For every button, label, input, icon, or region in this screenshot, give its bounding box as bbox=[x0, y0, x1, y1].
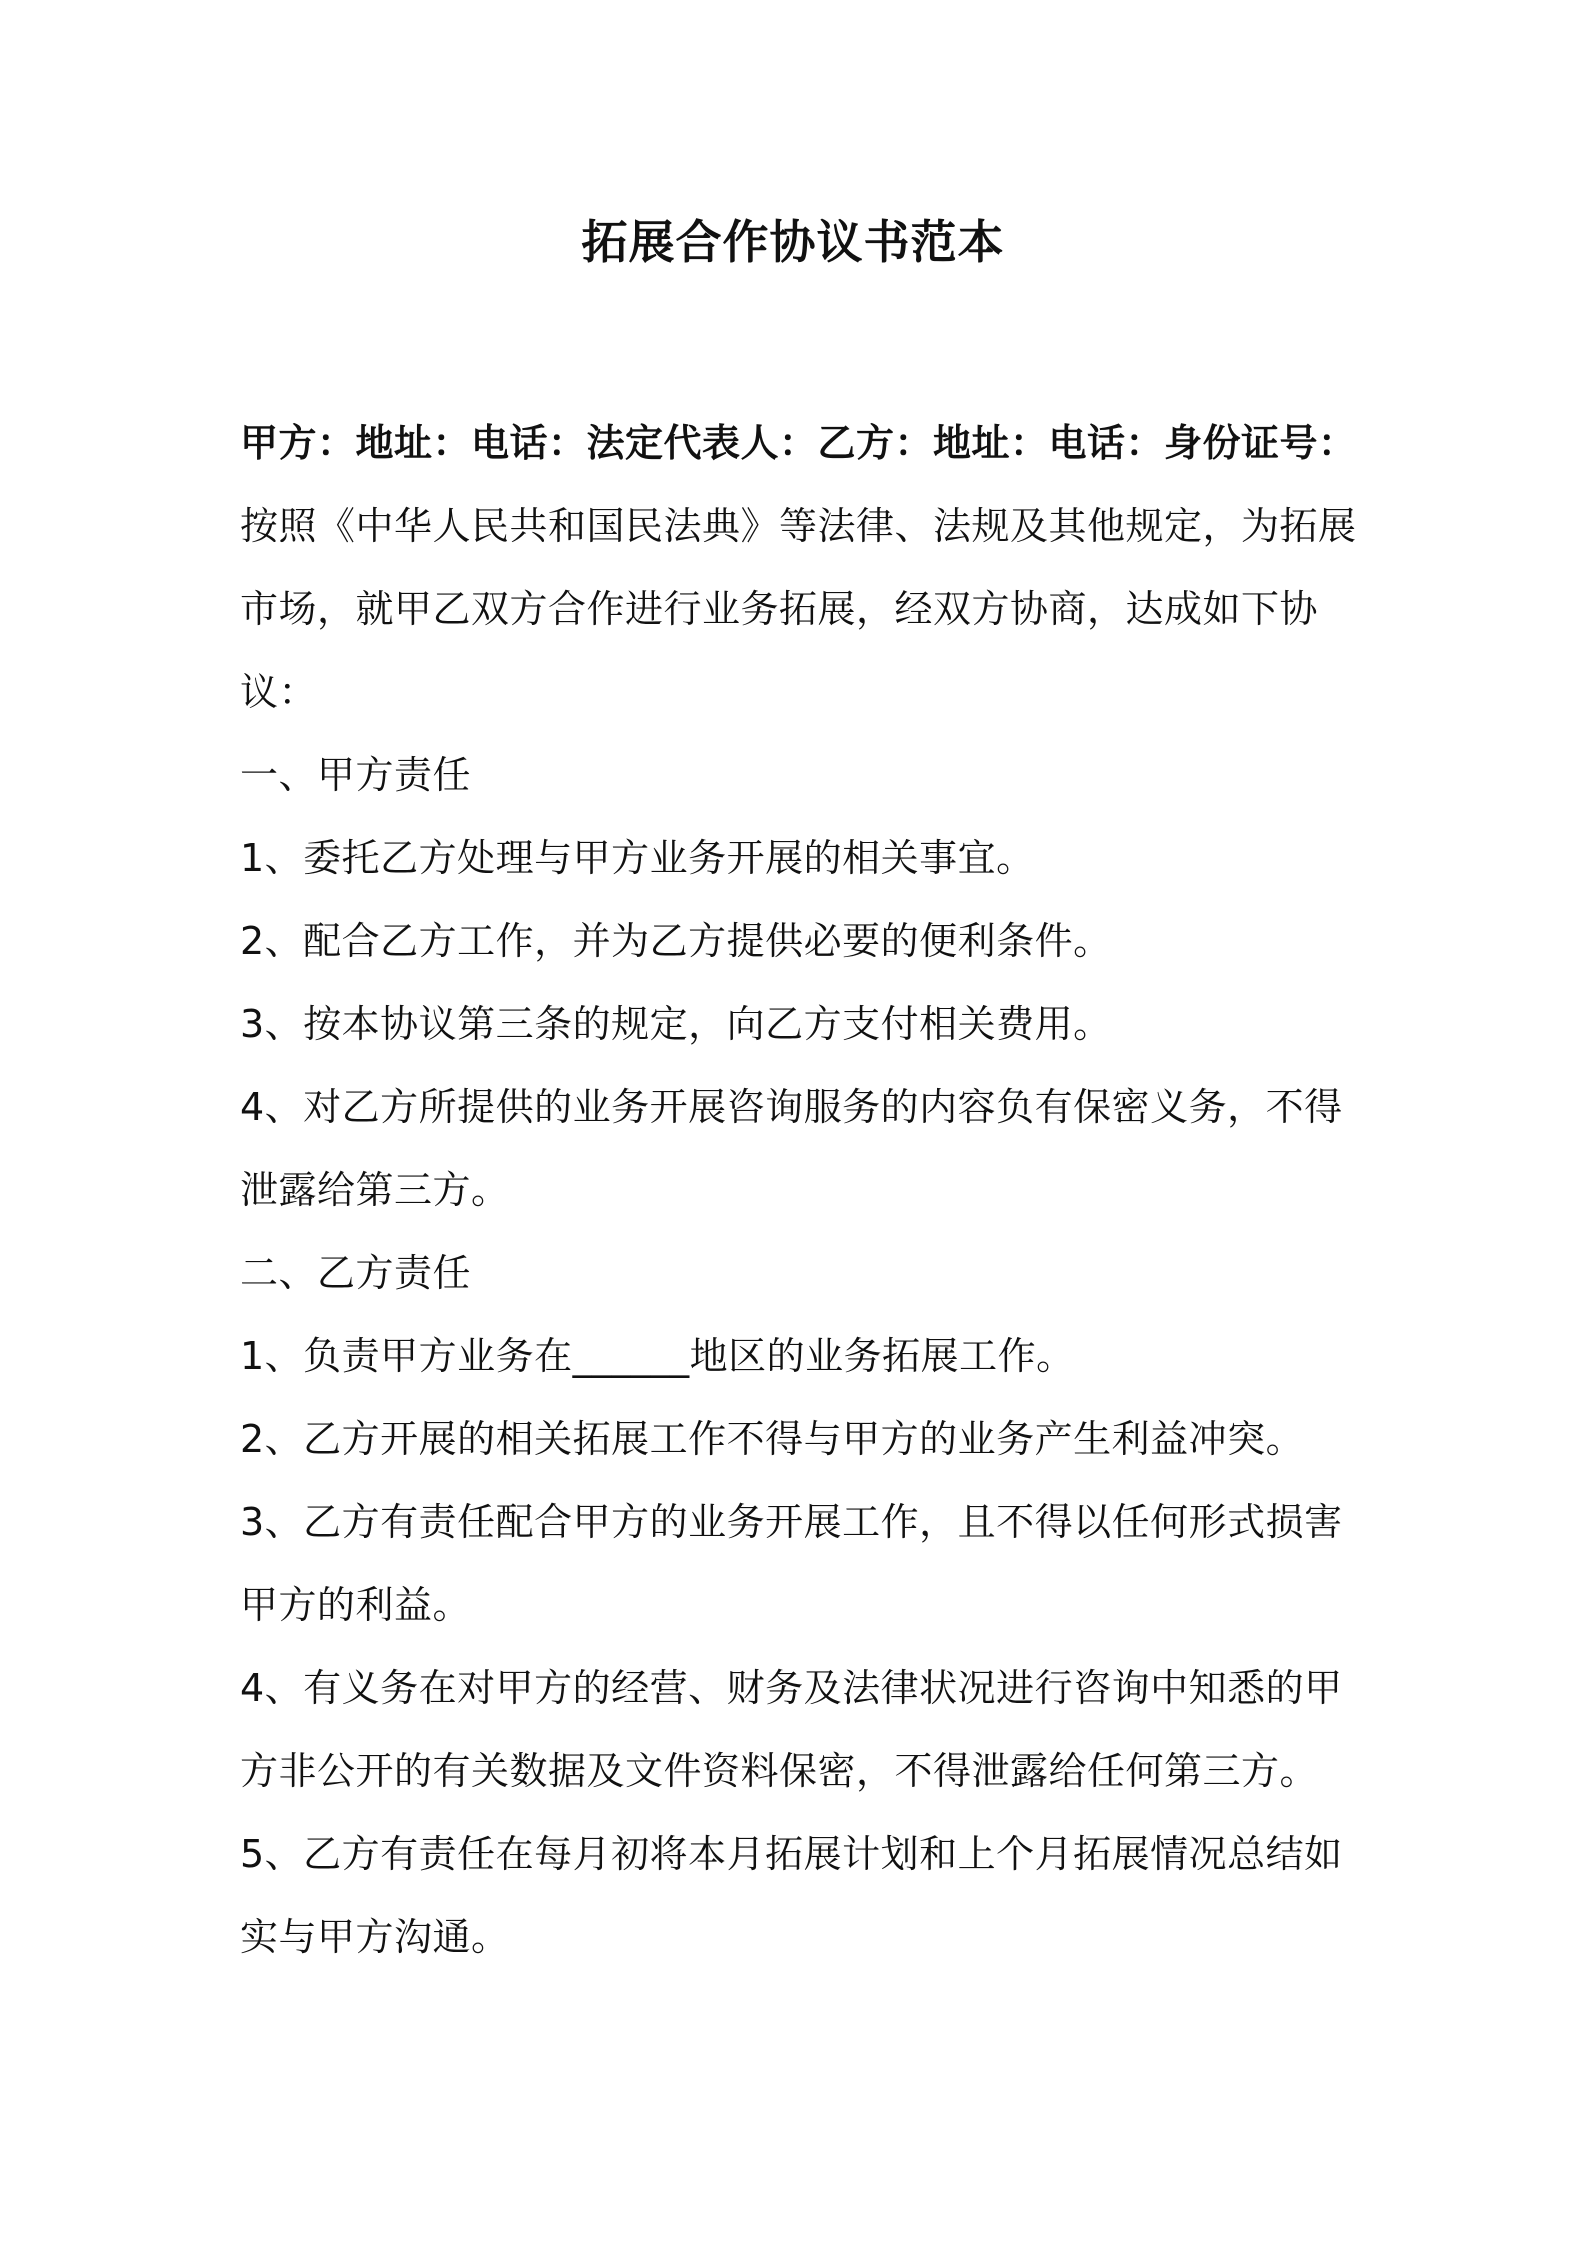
party-a-clause-4: 4、对乙方所提供的业务开展咨询服务的内容负有保密义务，不得泄露给第三方。 bbox=[240, 1085, 1343, 1212]
document-body bbox=[240, 402, 1370, 1979]
party-b-clause-1: 1、负责甲方业务在______地区的业务拓展工作。 bbox=[240, 1334, 1075, 1378]
parties-line: 甲方：地址：电话：法定代表人：乙方：地址：电话：身份证号： bbox=[240, 421, 1357, 465]
party-a-clause-1: 1、委托乙方处理与甲方业务开展的相关事宜。 bbox=[240, 836, 1035, 880]
party-a-clause-3: 3、按本协议第三条的规定，向乙方支付相关费用。 bbox=[240, 1002, 1112, 1046]
document-title: 拓展合作协议书范本 bbox=[581, 215, 1005, 269]
preamble-paragraph: 按照《中华人民共和国民法典》等法律、法规及其他规定，为拓展市场，就甲乙双方合作进行业务拓展，经双方协商，达成如下协议： bbox=[240, 504, 1357, 714]
party-b-clause-2: 2、乙方开展的相关拓展工作不得与甲方的业务产生利益冲突。 bbox=[240, 1417, 1305, 1461]
party-b-clause-3: 3、乙方有责任配合甲方的业务开展工作，且不得以任何形式损害甲方的利益。 bbox=[240, 1500, 1343, 1627]
party-a-clause-2: 2、配合乙方工作，并为乙方提供必要的便利条件。 bbox=[240, 919, 1112, 963]
section-heading-party-a: 一、甲方责任 bbox=[240, 753, 472, 797]
party-b-clause-4: 4、有义务在对甲方的经营、财务及法律状况进行咨询中知悉的甲方非公开的有关数据及文件资料保密，不得泄露给任何第三方。 bbox=[240, 1666, 1343, 1793]
section-heading-party-b: 二、乙方责任 bbox=[240, 1251, 472, 1295]
party-b-clause-5: 5、乙方有责任在每月初将本月拓展计划和上个月拓展情况总结如实与甲方沟通。 bbox=[240, 1832, 1343, 1959]
